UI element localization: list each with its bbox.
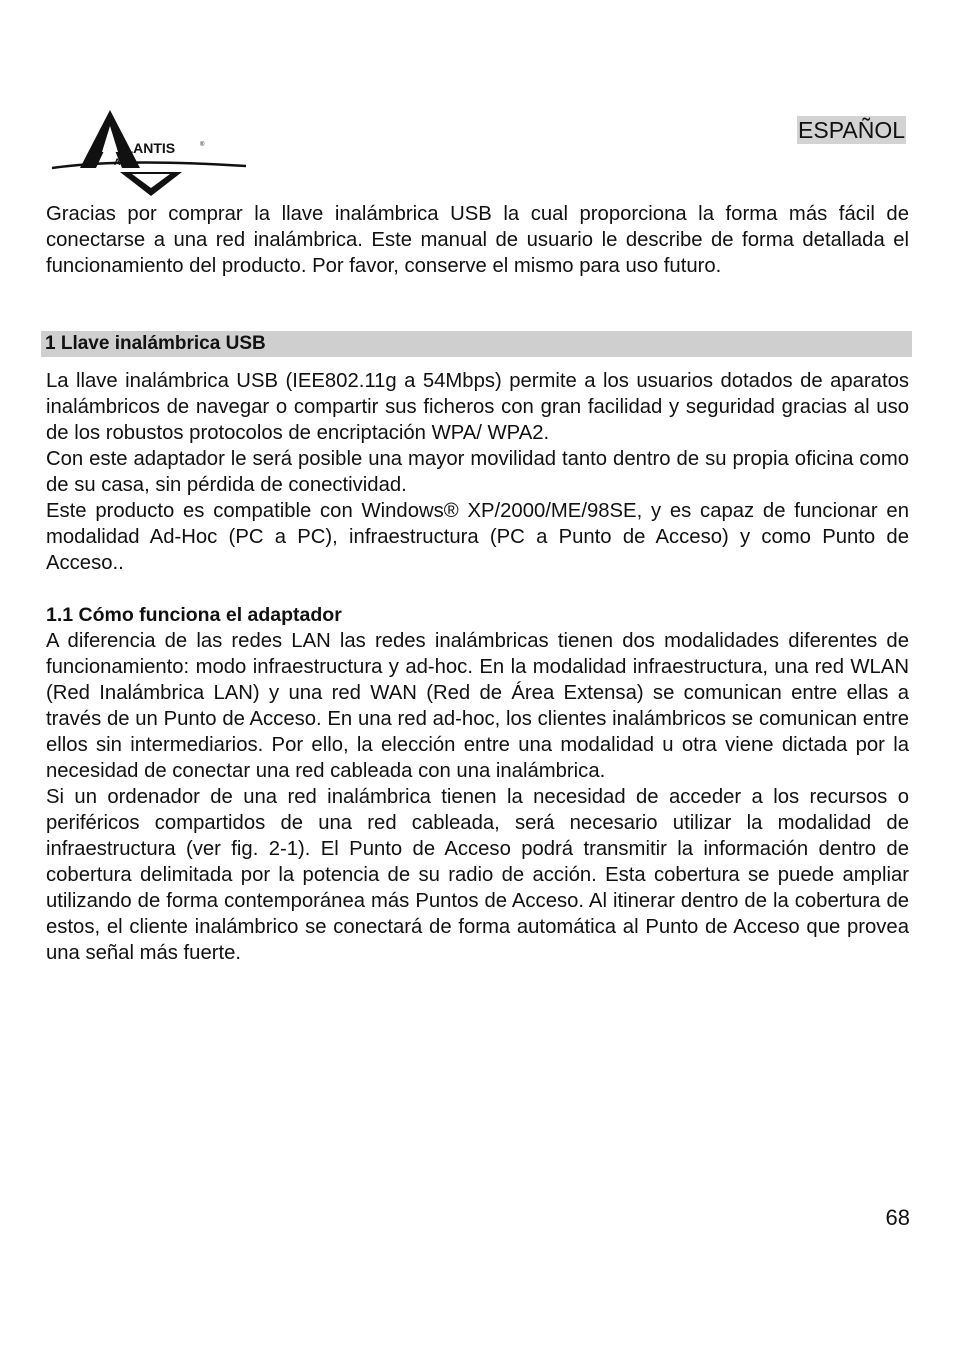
svg-text:®: ® — [200, 142, 205, 148]
subsection-heading: 1.1 Cómo funciona el adaptador — [46, 604, 342, 626]
intro-paragraph: Gracias por comprar la llave inalámbrica USB la cual proporciona la forma más fácil de conectarse a una red inalámbrica. Este manual de usuario le describe de forma detallada el funcionamiento del producto. Por favor, conserve el mismo para uso futuro. — [46, 203, 909, 277]
section-paragraph: Este producto es compatible con Windows® XP/2000/ME/98SE, y es capaz de funcionar en modalidad Ad-Hoc (PC a PC), infraestructura (PC a Punto de Acceso) y como Punto de Acceso.. — [46, 500, 909, 574]
section-heading: 1 Llave inalámbrica USB — [41, 331, 912, 357]
section-paragraph: Con este adaptador le será posible una mayor movilidad tanto dentro de su propia oficina como de su casa, sin pérdida de conectividad. — [46, 448, 909, 496]
atlantis-land-logo — [50, 108, 250, 198]
section-paragraph: La llave inalámbrica USB (IEE802.11g a 54Mbps) permite a los usuarios dotados de aparatos inalámbricos de navegar o compartir sus ficheros con gran facilidad y seguridad gracias al uso de los robustos protocolos de encriptación WPA/ WPA2. — [46, 370, 909, 444]
svg-text:TLANTIS: TLANTIS — [116, 140, 176, 156]
subsection-paragraph: Si un ordenador de una red inalámbrica tienen la necesidad de acceder a los recursos o periféricos compartidos de una red cableada, será necesario utilizar la modalidad de infraestructura (ver fig. 2-1). El Punto de Acceso podrá transmitir la información dentro de cobertura delimitada por la potencia de su radio de acción. Esta cobertura se puede ampliar utilizando de forma contemporánea más Puntos de Acceso. Al itinerar dentro de la cobertura de estos, el cliente inalámbrico se conectará de forma automática al Punto de Acceso que provea una señal más fuerte. — [46, 786, 909, 964]
svg-text:AND: AND — [114, 157, 134, 167]
spacer — [46, 576, 909, 602]
subsection-paragraph: A diferencia de las redes LAN las redes inalámbricas tienen dos modalidades diferentes de funcionamiento: modo infraestructura y ad-hoc. En la modalidad infraestructura, una red WLAN (Red Inalámbrica LAN) y una red WAN (Red de Área Extensa) se comunican entre ellas a través de un Punto de Acceso. En una red ad-hoc, los clientes inalámbricos se comunican entre ellos sin intermediarios. Por ello, la elección entre una modalidad u otra viene dictada por la necesidad de conectar una red cableada con una inalámbrica. — [46, 630, 909, 782]
page-content — [46, 201, 909, 966]
page-number: 68 — [885, 1205, 910, 1230]
language-label: ESPAÑOL — [798, 117, 905, 143]
